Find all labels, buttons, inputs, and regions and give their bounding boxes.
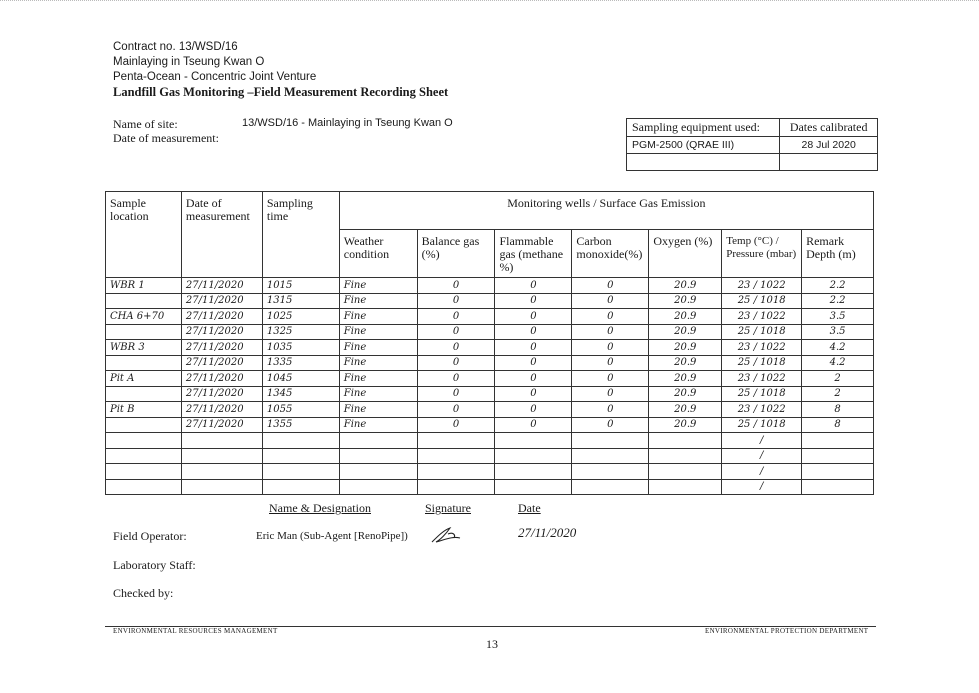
measurement-table	[105, 191, 874, 495]
cell-location	[106, 417, 182, 433]
cell-carbon-monoxide	[572, 433, 649, 449]
cell-temp-pressure: /	[722, 479, 802, 495]
cell-location	[106, 293, 182, 309]
cell-remark-depth: 2.2	[802, 278, 874, 294]
cell-location: WBR 3	[106, 340, 182, 356]
cell-oxygen: 20.9	[649, 278, 722, 294]
header-sampling-time: Sampling time	[262, 192, 339, 278]
cell-temp-pressure: 25 / 1018	[722, 355, 802, 371]
cell-carbon-monoxide: 0	[572, 309, 649, 325]
cell-oxygen	[649, 464, 722, 480]
cell-oxygen: 20.9	[649, 371, 722, 387]
cell-carbon-monoxide: 0	[572, 340, 649, 356]
cell-weather: Fine	[339, 324, 417, 340]
cell-weather: Fine	[339, 293, 417, 309]
header-balance-gas: Balance gas (%)	[417, 229, 495, 277]
cell-remark-depth: 2	[802, 386, 874, 402]
field-operator-label: Field Operator:	[113, 529, 187, 543]
cell-time: 1035	[262, 340, 339, 356]
cell-location: Pit A	[106, 371, 182, 387]
cell-balance-gas: 0	[417, 278, 495, 294]
cell-time: 1045	[262, 371, 339, 387]
cell-carbon-monoxide: 0	[572, 324, 649, 340]
cell-temp-pressure: 23 / 1022	[722, 402, 802, 418]
cell-date: 27/11/2020	[181, 371, 262, 387]
cell-date: 27/11/2020	[181, 324, 262, 340]
cell-balance-gas	[417, 448, 495, 464]
cell-carbon-monoxide: 0	[572, 278, 649, 294]
table-row	[106, 386, 874, 402]
cell-balance-gas: 0	[417, 417, 495, 433]
cell-date	[181, 433, 262, 449]
project-name: Mainlaying in Tseung Kwan O	[113, 56, 265, 68]
site-labels	[113, 117, 219, 145]
field-operator-date: 27/11/2020	[518, 525, 577, 540]
document-header	[113, 40, 448, 100]
cell-weather: Fine	[339, 417, 417, 433]
name-designation-header: Name & Designation	[269, 501, 371, 515]
cell-temp-pressure: 25 / 1018	[722, 417, 802, 433]
cell-time: 1055	[262, 402, 339, 418]
cell-time: 1325	[262, 324, 339, 340]
cell-oxygen	[649, 433, 722, 449]
cell-carbon-monoxide: 0	[572, 355, 649, 371]
cell-oxygen: 20.9	[649, 402, 722, 418]
cell-date	[181, 479, 262, 495]
cell-oxygen: 20.9	[649, 309, 722, 325]
cell-time	[262, 448, 339, 464]
cell-temp-pressure: 25 / 1018	[722, 293, 802, 309]
cell-time: 1015	[262, 278, 339, 294]
cell-remark-depth	[802, 448, 874, 464]
measurement-rows	[106, 278, 874, 495]
cell-carbon-monoxide: 0	[572, 293, 649, 309]
signature-header: Signature	[425, 501, 471, 515]
header-carbon-monoxide: Carbon monoxide(%)	[572, 229, 649, 277]
cell-flammable-gas	[495, 433, 572, 449]
table-row	[106, 371, 874, 387]
page-number: 13	[486, 637, 498, 651]
cell-weather: Fine	[339, 355, 417, 371]
equipment-name	[627, 154, 780, 171]
cell-location	[106, 355, 182, 371]
cell-carbon-monoxide: 0	[572, 417, 649, 433]
cell-oxygen: 20.9	[649, 417, 722, 433]
cell-remark-depth	[802, 479, 874, 495]
cell-location	[106, 433, 182, 449]
cell-time: 1335	[262, 355, 339, 371]
cell-weather: Fine	[339, 386, 417, 402]
cell-location	[106, 386, 182, 402]
table-row	[106, 402, 874, 418]
cell-flammable-gas: 0	[495, 355, 572, 371]
cell-time	[262, 479, 339, 495]
calibration-date	[780, 154, 878, 171]
cell-date: 27/11/2020	[181, 309, 262, 325]
cell-time: 1315	[262, 293, 339, 309]
table-row	[106, 309, 874, 325]
footer-left-org: ENVIRONMENTAL RESOURCES MANAGEMENT	[113, 627, 278, 635]
field-operator-name: Eric Man (Sub-Agent [RenoPipe])	[256, 530, 408, 542]
cell-temp-pressure: 23 / 1022	[722, 340, 802, 356]
cell-carbon-monoxide	[572, 479, 649, 495]
calibration-header: Dates calibrated	[780, 119, 878, 137]
cell-remark-depth: 3.5	[802, 324, 874, 340]
table-row	[106, 278, 874, 294]
table-row	[106, 433, 874, 449]
cell-balance-gas: 0	[417, 324, 495, 340]
cell-date: 27/11/2020	[181, 293, 262, 309]
cell-remark-depth: 3.5	[802, 309, 874, 325]
cell-weather	[339, 448, 417, 464]
cell-remark-depth: 8	[802, 402, 874, 418]
site-name-value: 13/WSD/16 - Mainlaying in Tseung Kwan O	[242, 117, 453, 129]
cell-remark-depth: 2	[802, 371, 874, 387]
cell-temp-pressure: /	[722, 448, 802, 464]
cell-date	[181, 464, 262, 480]
cell-oxygen: 20.9	[649, 324, 722, 340]
cell-balance-gas: 0	[417, 402, 495, 418]
cell-balance-gas: 0	[417, 309, 495, 325]
signature-image	[430, 526, 464, 544]
table-row	[106, 464, 874, 480]
cell-balance-gas: 0	[417, 371, 495, 387]
cell-flammable-gas: 0	[495, 324, 572, 340]
measurement-date-label: Date of measurement:	[113, 131, 219, 145]
table-row	[106, 324, 874, 340]
cell-carbon-monoxide	[572, 464, 649, 480]
equipment-header: Sampling equipment used:	[627, 119, 780, 137]
cell-remark-depth	[802, 433, 874, 449]
cell-balance-gas	[417, 464, 495, 480]
cell-location	[106, 324, 182, 340]
cell-oxygen	[649, 479, 722, 495]
cell-time: 1345	[262, 386, 339, 402]
cell-balance-gas	[417, 433, 495, 449]
cell-temp-pressure: 23 / 1022	[722, 371, 802, 387]
contract-number: Contract no. 13/WSD/16	[113, 41, 238, 53]
cell-flammable-gas: 0	[495, 402, 572, 418]
header-date-of-measurement: Date of measurement	[181, 192, 262, 278]
table-row	[106, 340, 874, 356]
cell-flammable-gas	[495, 479, 572, 495]
cell-temp-pressure: 23 / 1022	[722, 309, 802, 325]
table-row	[106, 448, 874, 464]
cell-balance-gas: 0	[417, 340, 495, 356]
cell-weather: Fine	[339, 340, 417, 356]
cell-remark-depth	[802, 464, 874, 480]
cell-oxygen: 20.9	[649, 340, 722, 356]
checked-by-label: Checked by:	[113, 586, 174, 600]
cell-flammable-gas: 0	[495, 309, 572, 325]
site-name-label: Name of site:	[113, 117, 178, 131]
cell-date: 27/11/2020	[181, 278, 262, 294]
table-row	[106, 479, 874, 495]
cell-oxygen: 20.9	[649, 355, 722, 371]
header-weather: Weather condition	[339, 229, 417, 277]
cell-location: Pit B	[106, 402, 182, 418]
cell-weather	[339, 464, 417, 480]
header-remark-depth: Remark Depth (m)	[802, 229, 874, 277]
cell-oxygen: 20.9	[649, 293, 722, 309]
sheet-title: Landfill Gas Monitoring –Field Measurement Recording Sheet	[113, 85, 449, 99]
cell-date: 27/11/2020	[181, 386, 262, 402]
cell-date	[181, 448, 262, 464]
cell-weather: Fine	[339, 309, 417, 325]
equipment-table	[626, 118, 878, 171]
cell-location: CHA 6+70	[106, 309, 182, 325]
cell-temp-pressure: 25 / 1018	[722, 324, 802, 340]
cell-remark-depth: 2.2	[802, 293, 874, 309]
cell-temp-pressure: 23 / 1022	[722, 278, 802, 294]
calibration-date: 28 Jul 2020	[780, 137, 878, 154]
cell-date: 27/11/2020	[181, 402, 262, 418]
cell-time	[262, 464, 339, 480]
header-temp-pressure: Temp (°C) / Pressure (mbar)	[722, 229, 802, 277]
cell-carbon-monoxide: 0	[572, 386, 649, 402]
cell-remark-depth: 4.2	[802, 355, 874, 371]
cell-date: 27/11/2020	[181, 417, 262, 433]
cell-flammable-gas: 0	[495, 386, 572, 402]
cell-date: 27/11/2020	[181, 340, 262, 356]
cell-balance-gas	[417, 479, 495, 495]
cell-location	[106, 464, 182, 480]
cell-location: WBR 1	[106, 278, 182, 294]
cell-date: 27/11/2020	[181, 355, 262, 371]
footer-right-org: ENVIRONMENTAL PROTECTION DEPARTMENT	[705, 627, 869, 635]
table-row	[106, 355, 874, 371]
table-row	[106, 293, 874, 309]
contractor-name: Penta-Ocean - Concentric Joint Venture	[113, 71, 317, 83]
cell-balance-gas: 0	[417, 355, 495, 371]
cell-temp-pressure: 25 / 1018	[722, 386, 802, 402]
top-border-line	[0, 0, 979, 1]
cell-weather: Fine	[339, 371, 417, 387]
cell-flammable-gas: 0	[495, 417, 572, 433]
cell-location	[106, 479, 182, 495]
cell-flammable-gas: 0	[495, 371, 572, 387]
cell-weather	[339, 433, 417, 449]
cell-weather: Fine	[339, 402, 417, 418]
header-oxygen: Oxygen (%)	[649, 229, 722, 277]
cell-flammable-gas	[495, 448, 572, 464]
cell-remark-depth: 4.2	[802, 340, 874, 356]
cell-balance-gas: 0	[417, 386, 495, 402]
cell-flammable-gas: 0	[495, 340, 572, 356]
cell-location	[106, 448, 182, 464]
header-flammable-gas: Flammable gas (methane %)	[495, 229, 572, 277]
cell-time: 1025	[262, 309, 339, 325]
cell-oxygen: 20.9	[649, 386, 722, 402]
cell-balance-gas: 0	[417, 293, 495, 309]
laboratory-staff-label: Laboratory Staff:	[113, 558, 196, 572]
table-row	[106, 417, 874, 433]
equipment-name: PGM-2500 (QRAE III)	[627, 137, 780, 154]
cell-time	[262, 433, 339, 449]
cell-weather: Fine	[339, 278, 417, 294]
cell-flammable-gas: 0	[495, 293, 572, 309]
cell-temp-pressure: /	[722, 433, 802, 449]
header-monitoring-group: Monitoring wells / Surface Gas Emission	[339, 192, 873, 230]
cell-weather	[339, 479, 417, 495]
cell-carbon-monoxide: 0	[572, 371, 649, 387]
date-header: Date	[518, 501, 541, 515]
cell-flammable-gas	[495, 464, 572, 480]
cell-carbon-monoxide: 0	[572, 402, 649, 418]
cell-temp-pressure: /	[722, 464, 802, 480]
cell-carbon-monoxide	[572, 448, 649, 464]
cell-oxygen	[649, 448, 722, 464]
cell-time: 1355	[262, 417, 339, 433]
header-sample-location: Sample location	[106, 192, 182, 278]
cell-remark-depth: 8	[802, 417, 874, 433]
cell-flammable-gas: 0	[495, 278, 572, 294]
